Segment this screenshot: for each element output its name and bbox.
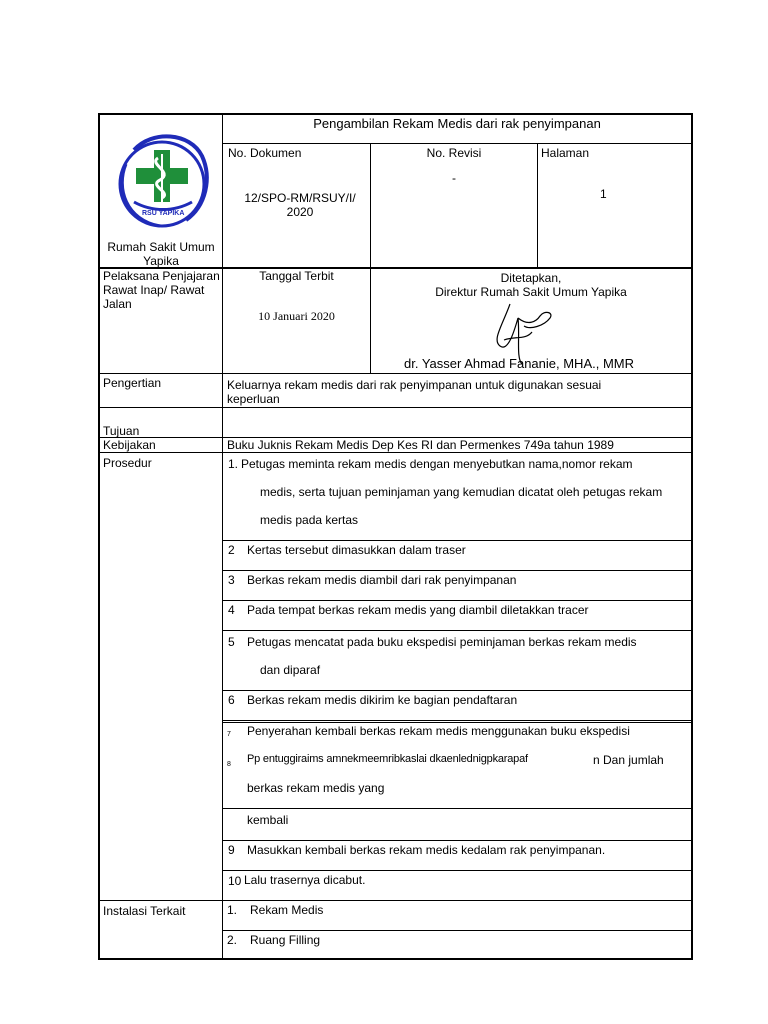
no-revisi-label: No. Revisi — [426, 146, 482, 160]
halaman-value: 1 — [600, 187, 607, 201]
step-text: dan diparaf — [260, 663, 321, 677]
step-number: 6 — [228, 693, 235, 707]
kebijakan-label: Kebijakan — [103, 438, 156, 452]
instalasi-label: Instalasi Terkait — [103, 904, 186, 918]
step-number: 5 — [228, 635, 235, 649]
step-text: berkas rekam medis yang — [247, 781, 385, 795]
pelaksana-label: Pelaksana Penjajaran Rawat Inap/ Rawat Jalan — [103, 269, 220, 311]
no-dokumen-label: No. Dokumen — [228, 146, 302, 160]
step-text: Pada tempat berkas rekam medis yang diambil diletakkan tracer — [247, 603, 589, 617]
step-text: Lalu trasernya dicabut. — [244, 873, 366, 887]
direktur-text: Direktur Rumah Sakit Umum Yapika — [435, 285, 627, 299]
step-text: Berkas rekam medis dikirim ke bagian pendaftaran — [247, 693, 518, 707]
step-text: Berkas rekam medis diambil dari rak penyimpanan — [247, 573, 517, 587]
step-number: 8 — [227, 761, 231, 768]
tujuan-label: Tujuan — [103, 424, 140, 438]
no-revisi-value: - — [452, 171, 456, 185]
document-title: Pengambilan Rekam Medis dari rak penyimpanan — [313, 116, 601, 131]
step-text: Kertas tersebut dimasukkan dalam traser — [247, 543, 466, 557]
step-number: 9 — [228, 843, 235, 857]
step-text: Petugas mencatat pada buku ekspedisi peminjaman berkas rekam medis — [247, 635, 637, 649]
step-number: 7 — [227, 731, 231, 738]
halaman-label: Halaman — [541, 146, 590, 160]
step-text: medis, serta tujuan peminjaman yang kemudian dicatat oleh petugas rekam — [260, 485, 663, 499]
step-text-tail: n Dan jumlah — [593, 753, 664, 767]
tanggal-terbit-value: 10 Januari 2020 — [258, 309, 335, 323]
hospital-name: Rumah Sakit Umum Yapika — [107, 240, 215, 268]
step-text: Penyerahan kembali berkas rekam medis menggunakan buku ekspedisi — [247, 724, 630, 738]
step-number: 3 — [228, 573, 235, 587]
kebijakan-text: Buku Juknis Rekam Medis Dep Kes RI dan Permenkes 749a tahun 1989 — [227, 438, 614, 452]
step-number: 4 — [228, 603, 235, 617]
step-text: kembali — [247, 813, 289, 827]
item-text: Rekam Medis — [250, 903, 324, 917]
item-number: 2. — [227, 933, 238, 947]
ditetapkan-text: Ditetapkan, — [500, 271, 562, 285]
prosedur-label: Prosedur — [103, 456, 152, 470]
hospital-logo — [112, 128, 212, 238]
step-number: 2 — [228, 543, 235, 557]
logo-text: RSU YAPIKA — [142, 210, 185, 217]
item-text: Ruang Filling — [250, 933, 321, 947]
pengertian-label: Pengertian — [103, 376, 162, 390]
item-number: 1. — [227, 903, 238, 917]
step-text: Masukkan kembali berkas rekam medis kedalam rak penyimpanan. — [247, 843, 606, 857]
step-text: Petugas meminta rekam medis dengan menyebutkan nama,nomor rekam — [241, 457, 633, 471]
signatory-name: dr. Yasser Ahmad Fananie, MHA., MMR — [404, 356, 634, 371]
tanggal-terbit-label: Tanggal Terbit — [259, 269, 334, 283]
step-garbled-text: Pp entuggiraims amnekmeemribkaslai dkaenlednigpkarapaf — [247, 753, 528, 765]
no-dokumen-value: 12/SPO-RM/RSUY/I/ 2020 — [244, 191, 356, 219]
pengertian-text: Keluarnya rekam medis dari rak penyimpanan untuk digunakan sesuai keperluan — [227, 378, 602, 406]
step-number: 10 — [228, 874, 242, 888]
step-number: 1. — [228, 457, 239, 471]
step-text: medis pada kertas — [260, 513, 359, 527]
